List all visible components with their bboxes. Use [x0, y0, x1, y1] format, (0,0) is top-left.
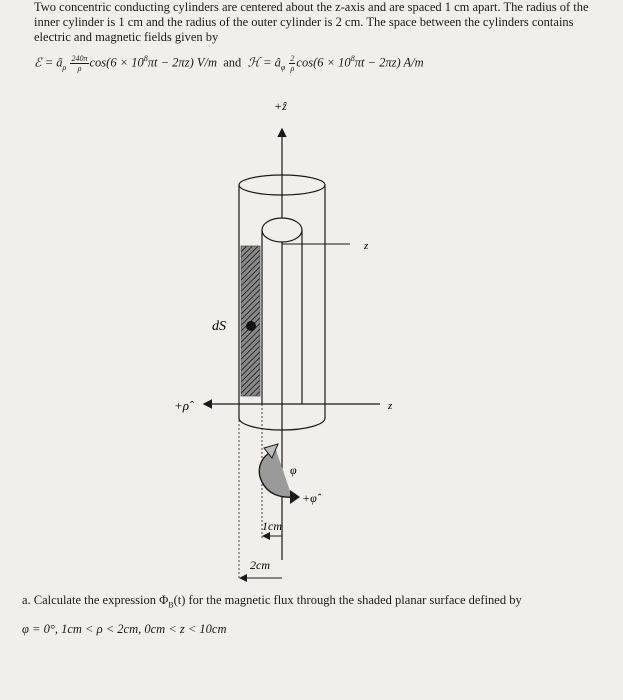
h-field-unit-sub: φ — [280, 62, 286, 72]
e-field-frac-num: 240π — [71, 54, 88, 63]
top-z-label: z — [364, 240, 369, 252]
shaded-surface — [241, 246, 260, 396]
h-field-frac-den: ρ — [290, 64, 295, 73]
phi-direction-label: +φ̂ — [302, 491, 317, 505]
part-a-condition: φ = 0°, 1cm < ρ < 2cm, 0cm < z < 10cm — [22, 622, 227, 636]
e-field-lhs: ℰ = â — [34, 55, 63, 70]
h-field-frac-num: 2 — [290, 54, 295, 63]
h-field-lhs: ℋ = â — [247, 55, 281, 70]
surface-label: dS⃗ — [212, 319, 237, 334]
mid-z-label: z — [388, 400, 393, 412]
h-field-tail: πt − 2πz) A/m — [354, 55, 424, 70]
z-axis-label: +ẑ — [274, 99, 287, 113]
rho-axis-label: +ρ̂ — [174, 398, 190, 413]
phi-label: φ — [290, 463, 297, 477]
phi-rotation-arrow — [259, 450, 292, 497]
part-a-prompt — [22, 593, 612, 610]
e-field-body: cos(6 × 10 — [89, 55, 144, 70]
and-word: and — [223, 55, 242, 70]
e-field-tail: πt − 2πz) V/m — [147, 55, 217, 70]
h-field-body: cos(6 × 10 — [296, 55, 351, 70]
part-a-end: (t) for the magnetic flux through the shaded planar surface defined by — [173, 593, 522, 607]
phi-arrow-tip — [290, 490, 300, 504]
e-field-exp: 8 — [143, 54, 148, 64]
e-field-unit-sub: ρ — [62, 62, 67, 72]
ds-dot — [246, 321, 256, 331]
outer-radius-label: 2cm — [250, 558, 270, 572]
part-a-start: a. Calculate the expression Φ — [22, 593, 169, 607]
inner-radius-label: 1cm — [262, 519, 282, 533]
h-field-exp: 8 — [350, 54, 355, 64]
e-field-frac-den: ρ — [77, 64, 82, 73]
part-a-sub: B — [168, 600, 174, 610]
problem-intro: Two concentric conducting cylinders are centered about the z-axis and are spaced 1 cm apart. The radius of the inner cylinder is 1 cm and the radius of the outer cylinder is 2 cm. The space between the cylinders contains electric and magnetic fields given by — [34, 0, 589, 44]
